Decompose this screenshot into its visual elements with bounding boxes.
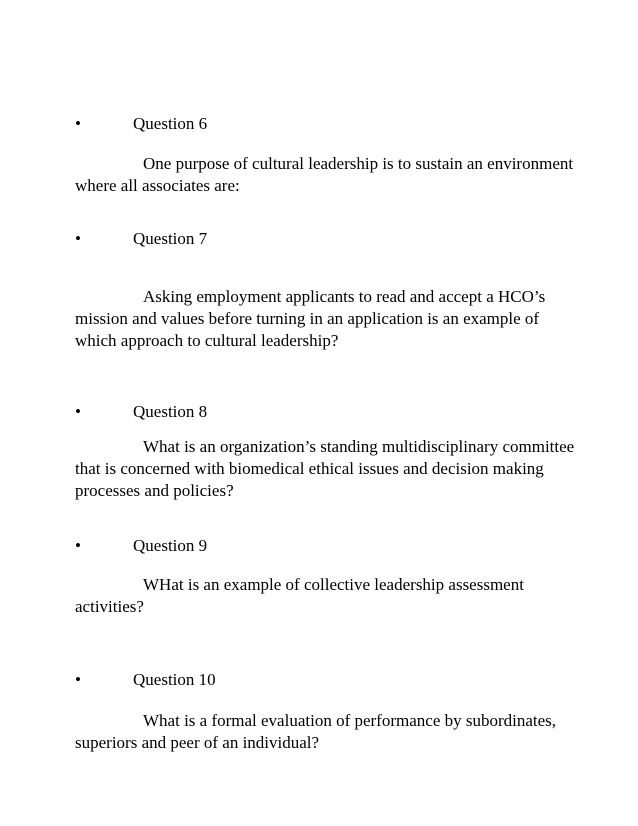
question-7-heading	[75, 228, 207, 250]
question-label: Question 6	[133, 114, 208, 133]
bullet: •	[75, 114, 81, 133]
question-label: Question 8	[133, 402, 208, 421]
question-10-heading	[75, 669, 216, 691]
question-6-text: One purpose of cultural leadership is to sustain an environment where all associates are:	[75, 154, 574, 195]
question-10-text: What is a formal evaluation of performance by subordinates, superiors and peer of an individual?	[75, 711, 557, 752]
bullet: •	[75, 402, 81, 421]
question-7-text: Asking employment applicants to read and accept a HCO’s mission and values before turning in an application is an example of which approach to cultural leadership?	[75, 287, 546, 350]
question-6-heading	[75, 113, 207, 135]
question-9-text: WHat is an example of collective leadership assessment activities?	[75, 575, 524, 616]
question-8-text: What is an organization’s standing multidisciplinary committee that is concerned with biomedical ethical issues and decision making processes and policies?	[75, 437, 575, 500]
bullet: •	[75, 229, 81, 248]
question-8-heading	[75, 401, 207, 423]
question-9-heading	[75, 535, 207, 557]
question-label: Question 9	[133, 536, 208, 555]
bullet: •	[75, 670, 81, 689]
bullet: •	[75, 536, 81, 555]
question-label: Question 7	[133, 229, 208, 248]
question-label: Question 10	[133, 670, 216, 689]
